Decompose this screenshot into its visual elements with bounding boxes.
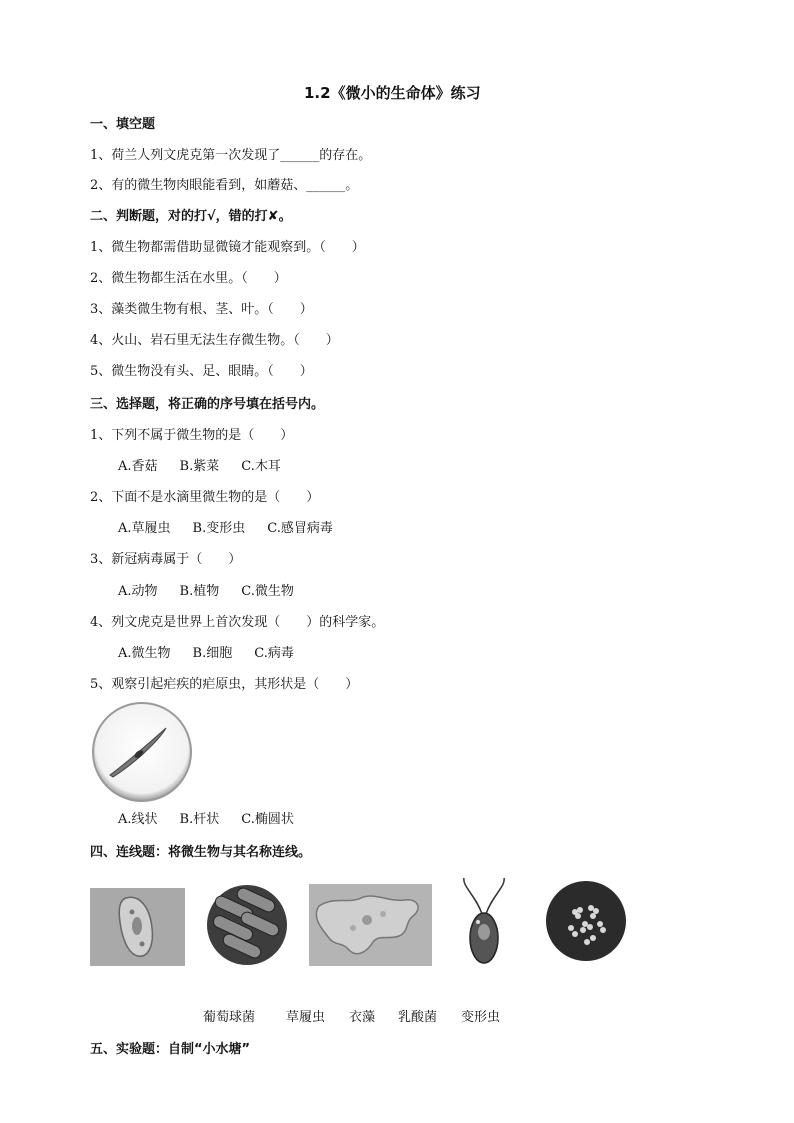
- section1-heading: 一、填空题: [90, 117, 156, 132]
- name-label-2: 草履虫: [286, 1010, 326, 1025]
- option-b: B.杆状: [179, 812, 220, 827]
- option-a: A.动物: [118, 584, 158, 599]
- chlamydomonas-image: [456, 876, 512, 968]
- choice-question-4: 4、列文虎克是世界上首次发现（ ）的科学家。: [90, 615, 385, 630]
- choice-options-2: [118, 521, 355, 537]
- amoeba-image: [309, 884, 432, 966]
- choice-question-1: 1、下列不属于微生物的是（ ）: [90, 428, 294, 443]
- choice-question-3: 3、新冠病毒属于（ ）: [90, 552, 242, 567]
- fill-question-2: 2、有的微生物肉眼能看到，如蘑菇、______。: [90, 178, 359, 193]
- option-c: C.感冒病毒: [267, 521, 333, 536]
- plasmodium-image: [91, 701, 193, 803]
- section3-heading: 三、选择题，将正确的序号填在括号内。: [90, 397, 325, 412]
- choice-question-2: 2、下面不是水滴里微生物的是（ ）: [90, 490, 320, 505]
- judge-question-1: 1、微生物都需借助显微镜才能观察到。（ ）: [90, 240, 365, 255]
- option-a: A.微生物: [118, 646, 171, 661]
- judge-question-5: 5、微生物没有头、足、眼睛。（ ）: [90, 364, 313, 379]
- option-c: C.椭圆状: [241, 812, 294, 827]
- lactobacillus-image: [206, 884, 288, 966]
- judge-question-4: 4、火山、岩石里无法生存微生物。（ ）: [90, 333, 339, 348]
- option-b: B.植物: [179, 584, 220, 599]
- section4-heading: 四、连线题：将微生物与其名称连线。: [90, 845, 312, 860]
- choice-question-5: 5、观察引起疟疾的疟原虫，其形状是（ ）: [90, 677, 359, 692]
- fill-question-1: 1、荷兰人列文虎克第一次发现了______的存在。: [90, 148, 372, 163]
- choice-options-5: [118, 812, 316, 828]
- option-c: C.微生物: [241, 584, 294, 599]
- judge-question-2: 2、微生物都生活在水里。（ ）: [90, 271, 287, 286]
- section5-heading: 五、实验题：自制“小水塘”: [90, 1042, 251, 1057]
- option-c: C.木耳: [241, 459, 281, 474]
- judge-question-3: 3、藻类微生物有根、茎、叶。（ ）: [90, 302, 313, 317]
- option-a: A.线状: [118, 812, 158, 827]
- option-a: A.草履虫: [118, 521, 171, 536]
- option-b: B.细胞: [192, 646, 233, 661]
- paramecium-image: [90, 888, 185, 966]
- page-title: 1.2《微小的生命体》练习: [304, 84, 481, 102]
- name-label-1: 葡萄球菌: [203, 1010, 256, 1025]
- choice-options-4: [118, 646, 316, 662]
- choice-options-1: [118, 459, 303, 475]
- option-b: B.紫菜: [179, 459, 220, 474]
- name-label-5: 变形虫: [461, 1010, 501, 1025]
- option-a: A.香菇: [118, 459, 158, 474]
- option-c: C.病毒: [254, 646, 294, 661]
- option-b: B.变形虫: [192, 521, 246, 536]
- choice-options-3: [118, 584, 316, 600]
- staphylococcus-image: [545, 880, 627, 962]
- section2-heading: 二、判断题，对的打√，错的打✘。: [90, 209, 292, 224]
- name-label-3: 衣藻: [349, 1010, 376, 1025]
- name-label-4: 乳酸菌: [398, 1010, 438, 1025]
